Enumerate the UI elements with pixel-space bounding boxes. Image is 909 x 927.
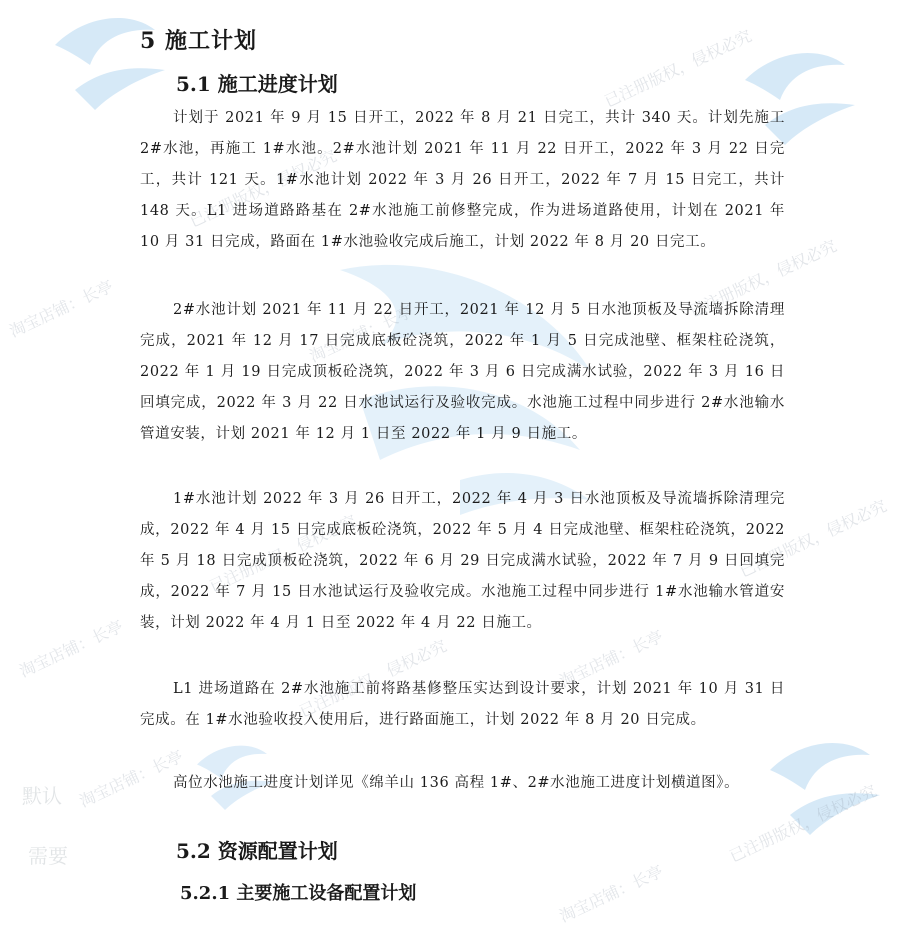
copyright-watermark: 已注册版权，侵权必究 [206, 511, 360, 597]
paragraph-overall-schedule: 计划于 2021 年 9 月 15 日开工，2022 年 8 月 21 日完工，共计 340 天。计划先施工 2#水池，再施工 1#水池。2#水池计划 2021 年 11 月 22 日开工，2022 年 3 月 22 日完工，共计 121 天。1#水池计划 2022 年 3 月 26 日开工，2022 年 7 月 15 日完工，共计 148 天。L1 进场道路路基在 2#水池施工前修整完成，作为进场道路使用，计划在 2021 年 10 月 31 日完成，路面在 1#水池验收完成后施工，计划 2022 年 8 月 20 日完工。 [140, 110, 785, 250]
paragraph-road-schedule: L1 进场道路在 2#水池施工前将路基修整压实达到设计要求，计划 2021 年 10 月 31 日完成。在 1#水池验收投入使用后，进行路面施工，计划 2022 年 8 月 20 日完成。 [140, 681, 785, 728]
copyright-watermark: 已注册版权，侵权必究 [186, 146, 340, 232]
section-heading-resources: 5.2 资源配置计划 [176, 839, 338, 863]
shop-watermark: 淘宝店铺：长亭 [6, 276, 116, 342]
shop-watermark: 淘宝店铺：长亭 [556, 861, 666, 927]
copyright-watermark: 已注册版权，侵权必究 [736, 496, 890, 582]
paragraph-gantt-reference: 高位水池施工进度计划详见《绵羊山 136 高程 1#、2#水池施工进度计划横道图》。 [173, 775, 740, 791]
paragraph-pool-2-schedule: 2#水池计划 2021 年 11 月 22 日开工，2021 年 12 月 5 日水池顶板及导流墙拆除清理完成，2021 年 12 月 17 日完成底板砼浇筑，2022 年 1 月 5 日完成池壁、框架柱砼浇筑，2022 年 1 月 19 日完成顶板砼浇筑，2022 年 3 月 6 日完成满水试验，2022 年 3 月 16 日回填完成，2022 年 3 月 22 日水池试运行及验收完成。水池施工过程中同步进行 2#水池输水管道安装，计划 2021 年 12 月 1 日至 2022 年 1 月 9 日施工。 [140, 302, 785, 442]
copyright-watermark: 已注册版权，侵权必究 [296, 636, 450, 722]
shop-watermark: 淘宝店铺：长亭 [556, 626, 666, 692]
copyright-watermark: 已注册版权，侵权必究 [601, 26, 755, 112]
subsection-heading-equipment: 5.2.1 主要施工设备配置计划 [180, 883, 417, 904]
shop-watermark: 淘宝店铺：长亭 [16, 616, 126, 682]
section-heading-schedule: 5.1 施工进度计划 [176, 72, 338, 96]
overlay-text-2: 需要 [28, 844, 68, 868]
overlay-text-1: 默认 [22, 784, 62, 808]
chapter-heading: 5 施工计划 [140, 28, 257, 54]
paragraph-pool-1-schedule: 1#水池计划 2022 年 3 月 26 日开工，2022 年 4 月 3 日水池顶板及导流墙拆除清理完成，2022 年 4 月 15 日完成底板砼浇筑，2022 年 5 月 4 日完成池壁、框架柱砼浇筑，2022 年 5 月 18 日完成顶板砼浇筑，2022 年 6 月 29 日完成满水试验，2022 年 7 月 9 日回填完成，2022 年 7 月 15 日水池试运行及验收完成。水池施工过程中同步进行 1#水池输水管道安装，计划 2022 年 4 月 1 日至 2022 年 4 月 22 日施工。 [140, 491, 785, 631]
shop-watermark: 淘宝店铺：长亭 [76, 746, 186, 812]
copyright-watermark: 已注册版权，侵权必究 [686, 236, 840, 322]
shop-watermark: 淘宝店铺：长亭 [306, 301, 416, 367]
copyright-watermark: 已注册版权，侵权必究 [726, 781, 880, 867]
